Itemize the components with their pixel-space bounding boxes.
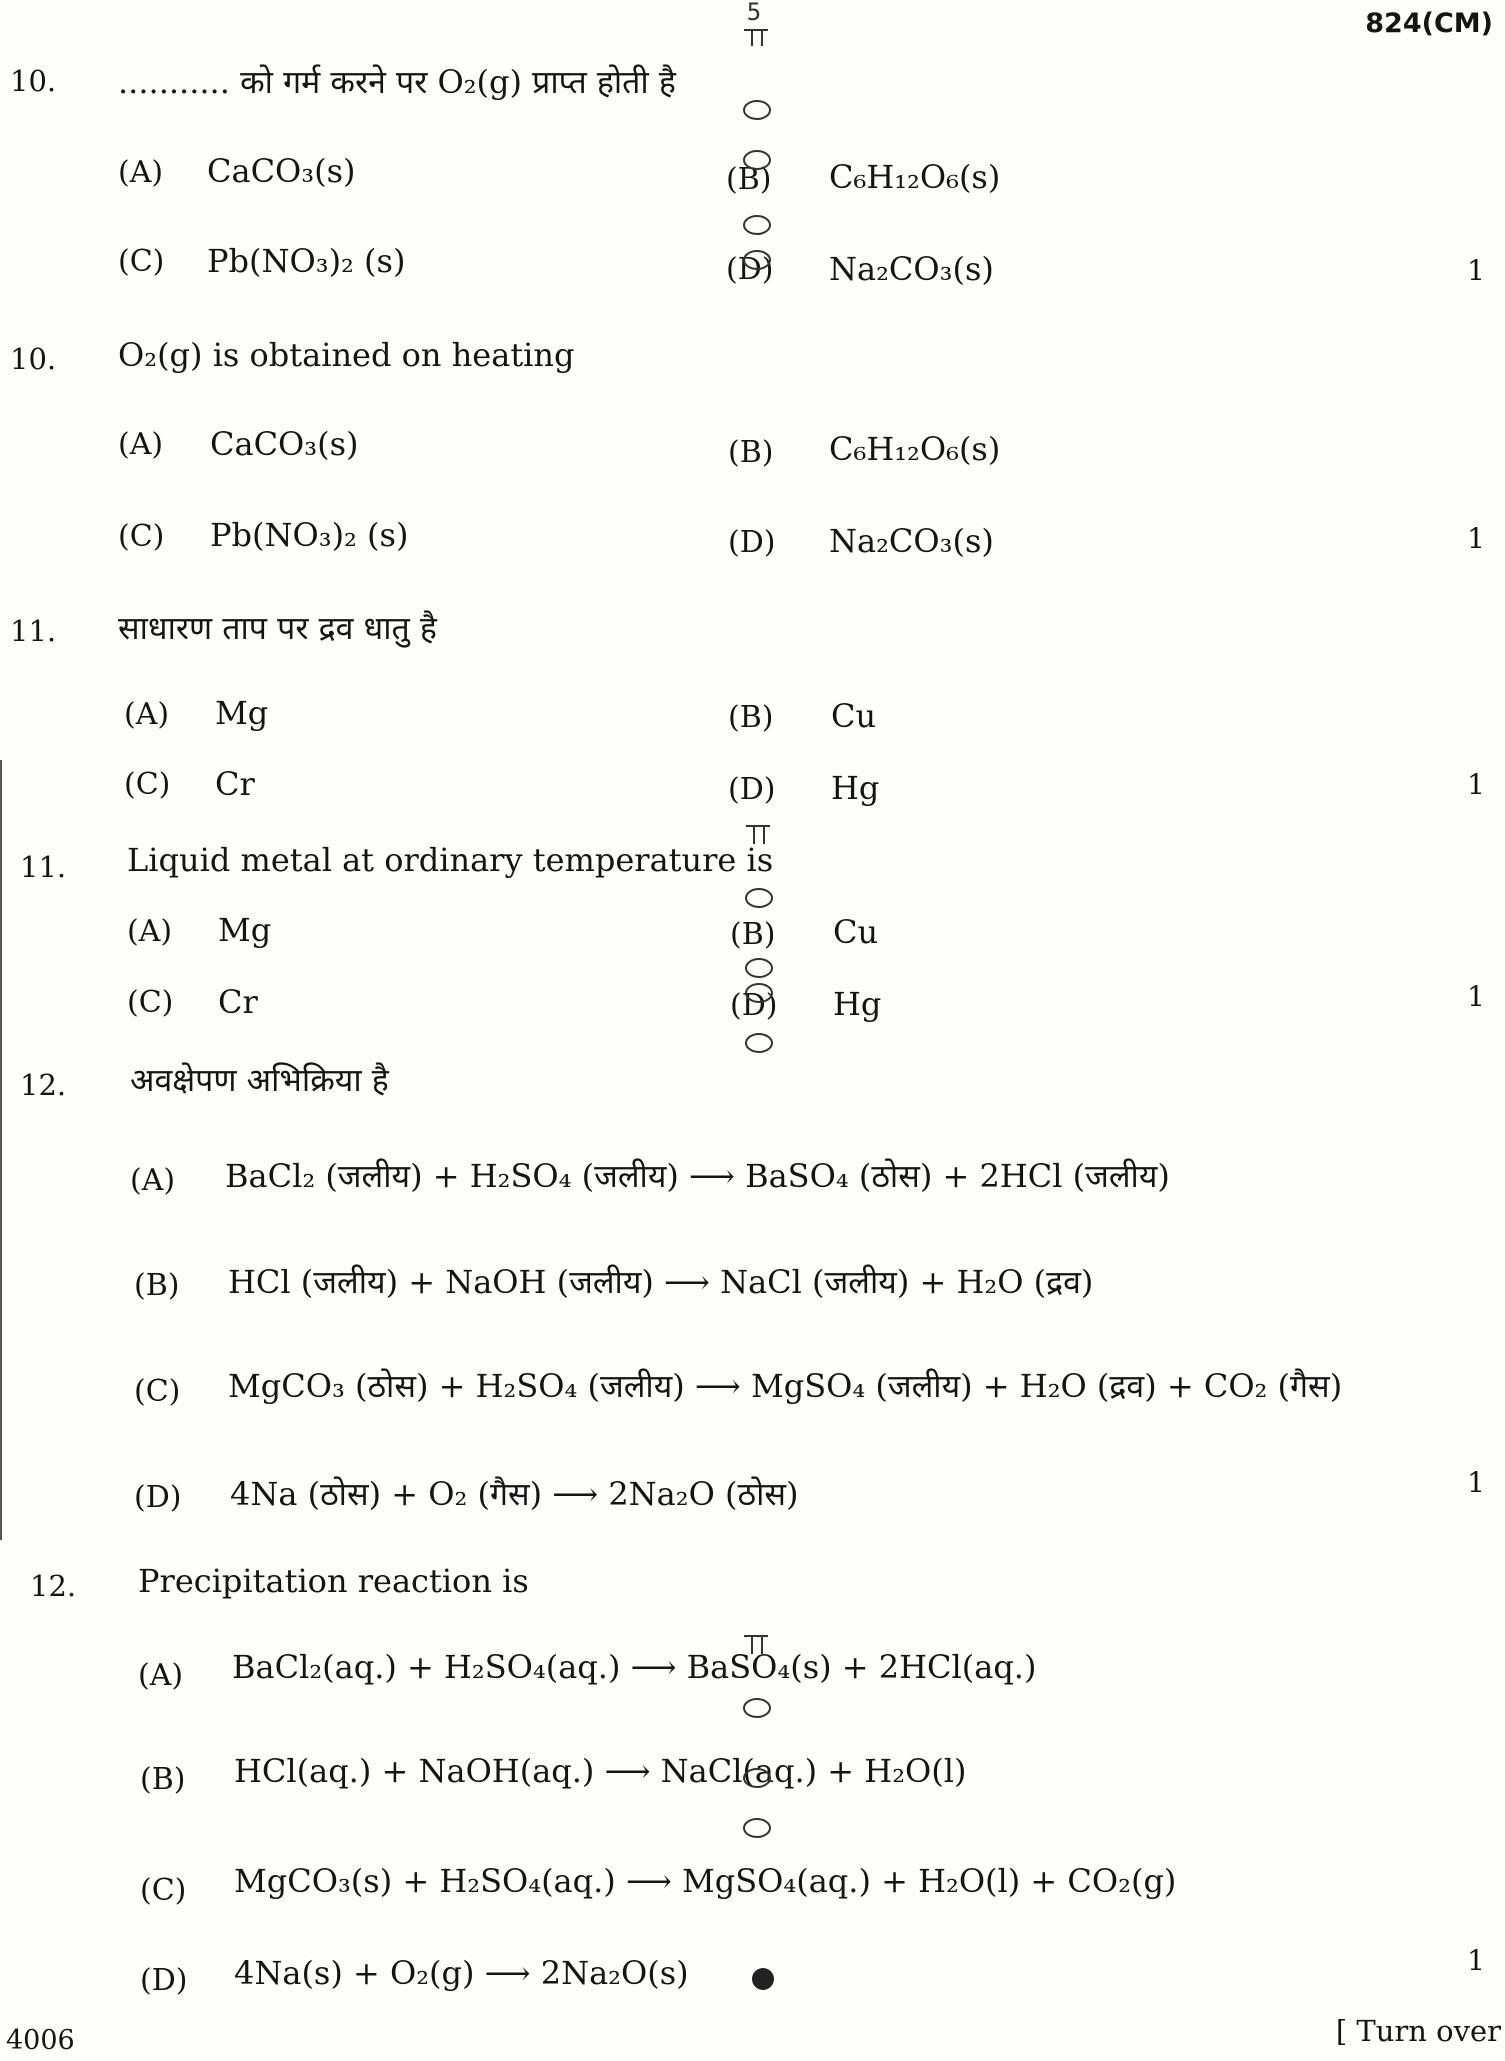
q10-hi-text: ........... को गर्म करने पर O₂(g) प्राप्त होती है [118,63,676,101]
q12-en-marks: 1 [1467,1944,1485,1977]
q10-hi-c-text: Pb(NO₃)₂ (s) [207,242,406,280]
q10-en-d-text: Na₂CO₃(s) [829,522,994,560]
q10-hi-d-text: Na₂CO₃(s) [829,250,994,288]
q12-hi-c-label: (C) [134,1374,181,1409]
q10-en-c-text: Pb(NO₃)₂ (s) [210,516,409,554]
q10-en-b-label: (B) [728,435,774,470]
q12-en-text: Precipitation reaction is [138,1562,529,1600]
q10-en-marks: 1 [1467,522,1485,555]
margin-line [0,760,2,1540]
q10-en-number: 10. [10,342,57,376]
q11-en-d-text: Hg [833,985,882,1023]
ink-dot [752,1968,774,1990]
q11-en-marks: 1 [1467,980,1485,1013]
q11-en-number: 11. [20,850,67,884]
q12-en-b-text: HCl(aq.) + NaOH(aq.) ⟶ NaCl(aq.) + H₂O(l) [234,1752,967,1790]
q11-hi-d-text: Hg [831,769,880,807]
q12-en-d-label: (D) [140,1963,188,1998]
q11-hi-a-label: (A) [124,697,170,732]
q10-en-b-text: C₆H₁₂O₆(s) [829,430,1001,468]
q11-hi-marks: 1 [1467,768,1485,801]
q11-hi-text: साधारण ताप पर द्रव धातु है [118,609,437,647]
q10-hi-a-text: CaCO₃(s) [207,152,356,190]
q10-hi-d-label: (D) [726,252,774,287]
q10-hi-c-label: (C) [118,244,165,279]
q12-hi-b-text: HCl (जलीय) + NaOH (जलीय) ⟶ NaCl (जलीय) + H₂O (द्रव) [228,1263,1094,1301]
margin-scribble-3 [740,1628,774,1848]
q12-hi-text: अवक्षेपण अभिक्रिया है [130,1061,389,1099]
q12-hi-a-text: BaCl₂ (जलीय) + H₂SO₄ (जलीय) ⟶ BaSO₄ (ठोस) + 2HCl (जलीय) [225,1157,1170,1195]
q11-en-b-text: Cu [833,913,879,951]
q12-hi-number: 12. [20,1068,67,1102]
q11-en-c-text: Cr [218,983,258,1021]
q12-hi-d-label: (D) [134,1480,182,1515]
q12-hi-d-text: 4Na (ठोस) + O₂ (गैस) ⟶ 2Na₂O (ठोस) [230,1475,799,1513]
q11-en-text: Liquid metal at ordinary temperature is [127,841,774,879]
q11-en-a-label: (A) [127,914,173,949]
q10-hi-number: 10. [10,64,57,98]
q10-en-a-text: CaCO₃(s) [210,425,359,463]
q12-en-c-text: MgCO₃(s) + H₂SO₄(aq.) ⟶ MgSO₄(aq.) + H₂O(l) + CO₂(g) [234,1862,1177,1900]
q10-hi-a-label: (A) [118,155,164,190]
q11-hi-a-text: Mg [215,694,269,732]
paper-code-header: 824(CM) [1365,8,1493,39]
footer-paper-code: 4006 [6,2025,75,2056]
q12-en-d-text: 4Na(s) + O₂(g) ⟶ 2Na₂O(s) [234,1954,689,1992]
margin-scribble-1 [740,20,774,270]
q11-hi-b-label: (B) [728,700,774,735]
q11-hi-d-label: (D) [728,772,776,807]
q12-hi-b-label: (B) [134,1268,180,1303]
q10-hi-b-text: C₆H₁₂O₆(s) [829,158,1001,196]
q12-en-number: 12. [30,1569,77,1603]
q10-en-c-label: (C) [118,519,165,554]
q11-en-d-label: (D) [730,988,778,1023]
q11-hi-c-text: Cr [215,765,255,803]
q10-en-d-label: (D) [728,525,776,560]
q10-en-a-label: (A) [118,427,164,462]
margin-scribble-2 [742,818,776,1058]
q12-en-a-label: (A) [138,1658,184,1693]
q11-hi-number: 11. [10,614,57,648]
q11-en-b-label: (B) [730,917,776,952]
q11-en-a-text: Mg [218,911,272,949]
q10-hi-b-label: (B) [726,162,772,197]
page-number: 5 [746,0,762,26]
q12-en-b-label: (B) [140,1762,186,1797]
q12-hi-c-text: MgCO₃ (ठोस) + H₂SO₄ (जलीय) ⟶ MgSO₄ (जलीय) + H₂O (द्रव) + CO₂ (गैस) [228,1367,1343,1405]
q10-en-text: O₂(g) is obtained on heating [118,336,575,374]
q11-hi-b-text: Cu [831,697,877,735]
q11-hi-c-label: (C) [124,767,171,802]
footer-turn-over: [ Turn over [1335,2014,1501,2048]
q11-en-c-label: (C) [127,985,174,1020]
q12-en-c-label: (C) [140,1873,187,1908]
q12-hi-a-label: (A) [130,1163,176,1198]
q10-hi-marks: 1 [1467,254,1485,287]
q12-hi-marks: 1 [1467,1466,1485,1499]
q12-en-a-text: BaCl₂(aq.) + H₂SO₄(aq.) ⟶ BaSO₄(s) + 2HCl(aq.) [232,1648,1037,1686]
